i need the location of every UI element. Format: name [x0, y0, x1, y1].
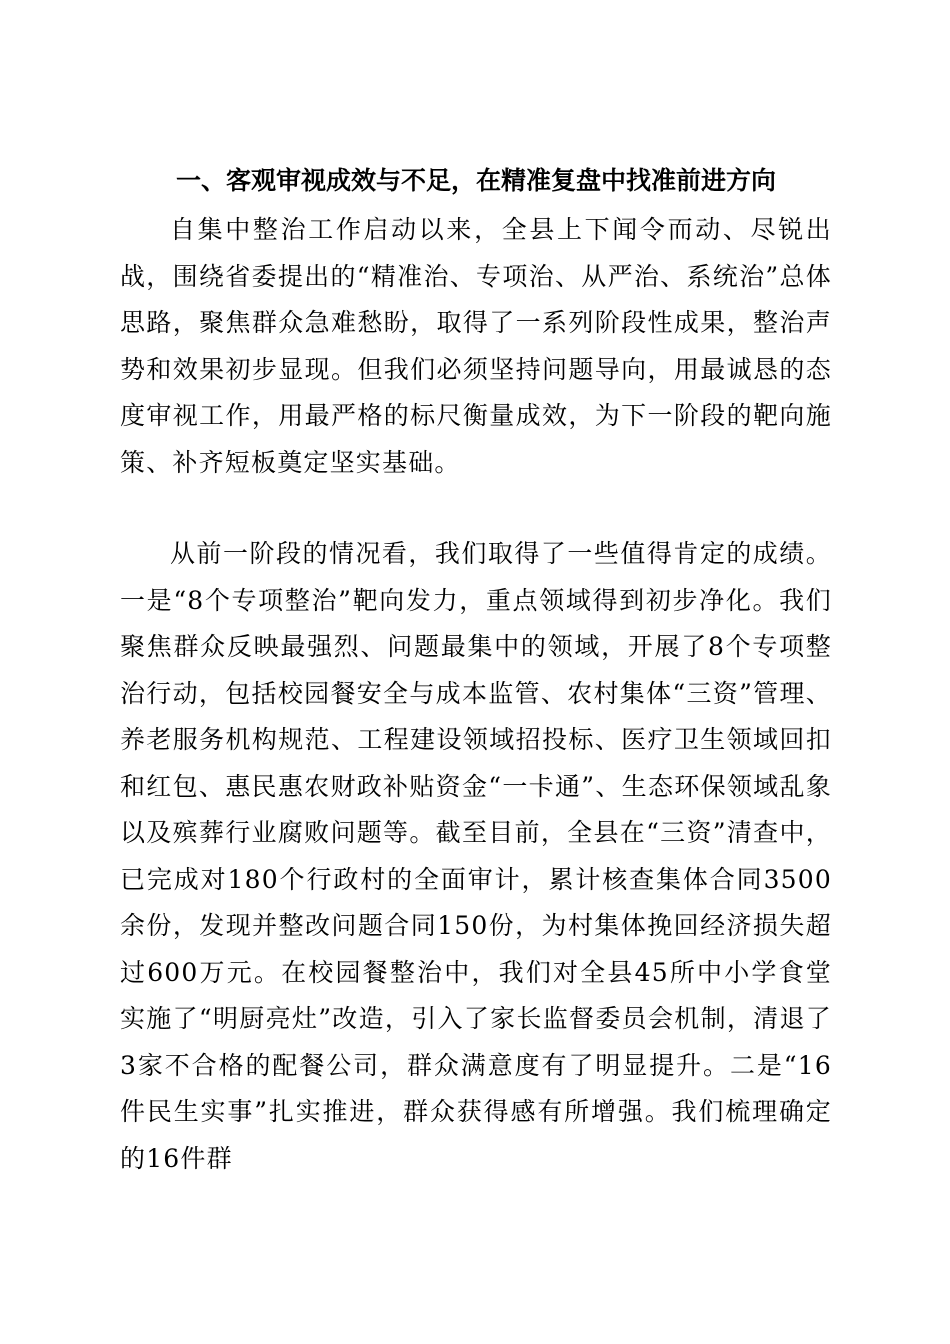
paragraph-achievements: 从前一阶段的情况看，我们取得了一些值得肯定的成绩。一是“8个专项整治”靶向发力，重点领域得到初步净化。我们聚焦群众反映最强烈、问题最集中的领域，开展了8个专项整治行动，包括校园餐安全与成本监管、农村集体“三资”管理、养老服务机构规范、工程建设领域招投标、医疗卫生领域回扣和红包、惠民惠农财政补贴资金“一卡通”、生态环保领域乱象以及殡葬行业腐败问题等。截至目前，全县在“三资”清查中，已完成对180个行政村的全面审计，累计核查集体合同3500余份，发现并整改问题合同150份，为村集体挽回经济损失超过600万元。在校园餐整治中，我们对全县45所中小学食堂实施了“明厨亮灶”改造，引入了家长监督委员会机制，清退了3家不合格的配餐公司，群众满意度有了明显提升。二是“16件民生实事”扎实推进，群众获得感有所增强。我们梳理确定的16件群 — [120, 539, 832, 1173]
section-heading: 一、客观审视成效与不足，在精准复盘中找准前进方向 — [176, 166, 777, 195]
paragraph-overview: 自集中整治工作启动以来，全县上下闻令而动、尽锐出战，围绕省委提出的“精准治、专项治、从严治、系统治”总体思路，聚焦群众急难愁盼，取得了一系列阶段性成果，整治声势和效果初步显现。但我们必须坚持问题导向，用最诚恳的态度审视工作，用最严格的标尺衡量成效，为下一阶段的靶向施策、补齐短板奠定坚实基础。 — [120, 215, 832, 477]
